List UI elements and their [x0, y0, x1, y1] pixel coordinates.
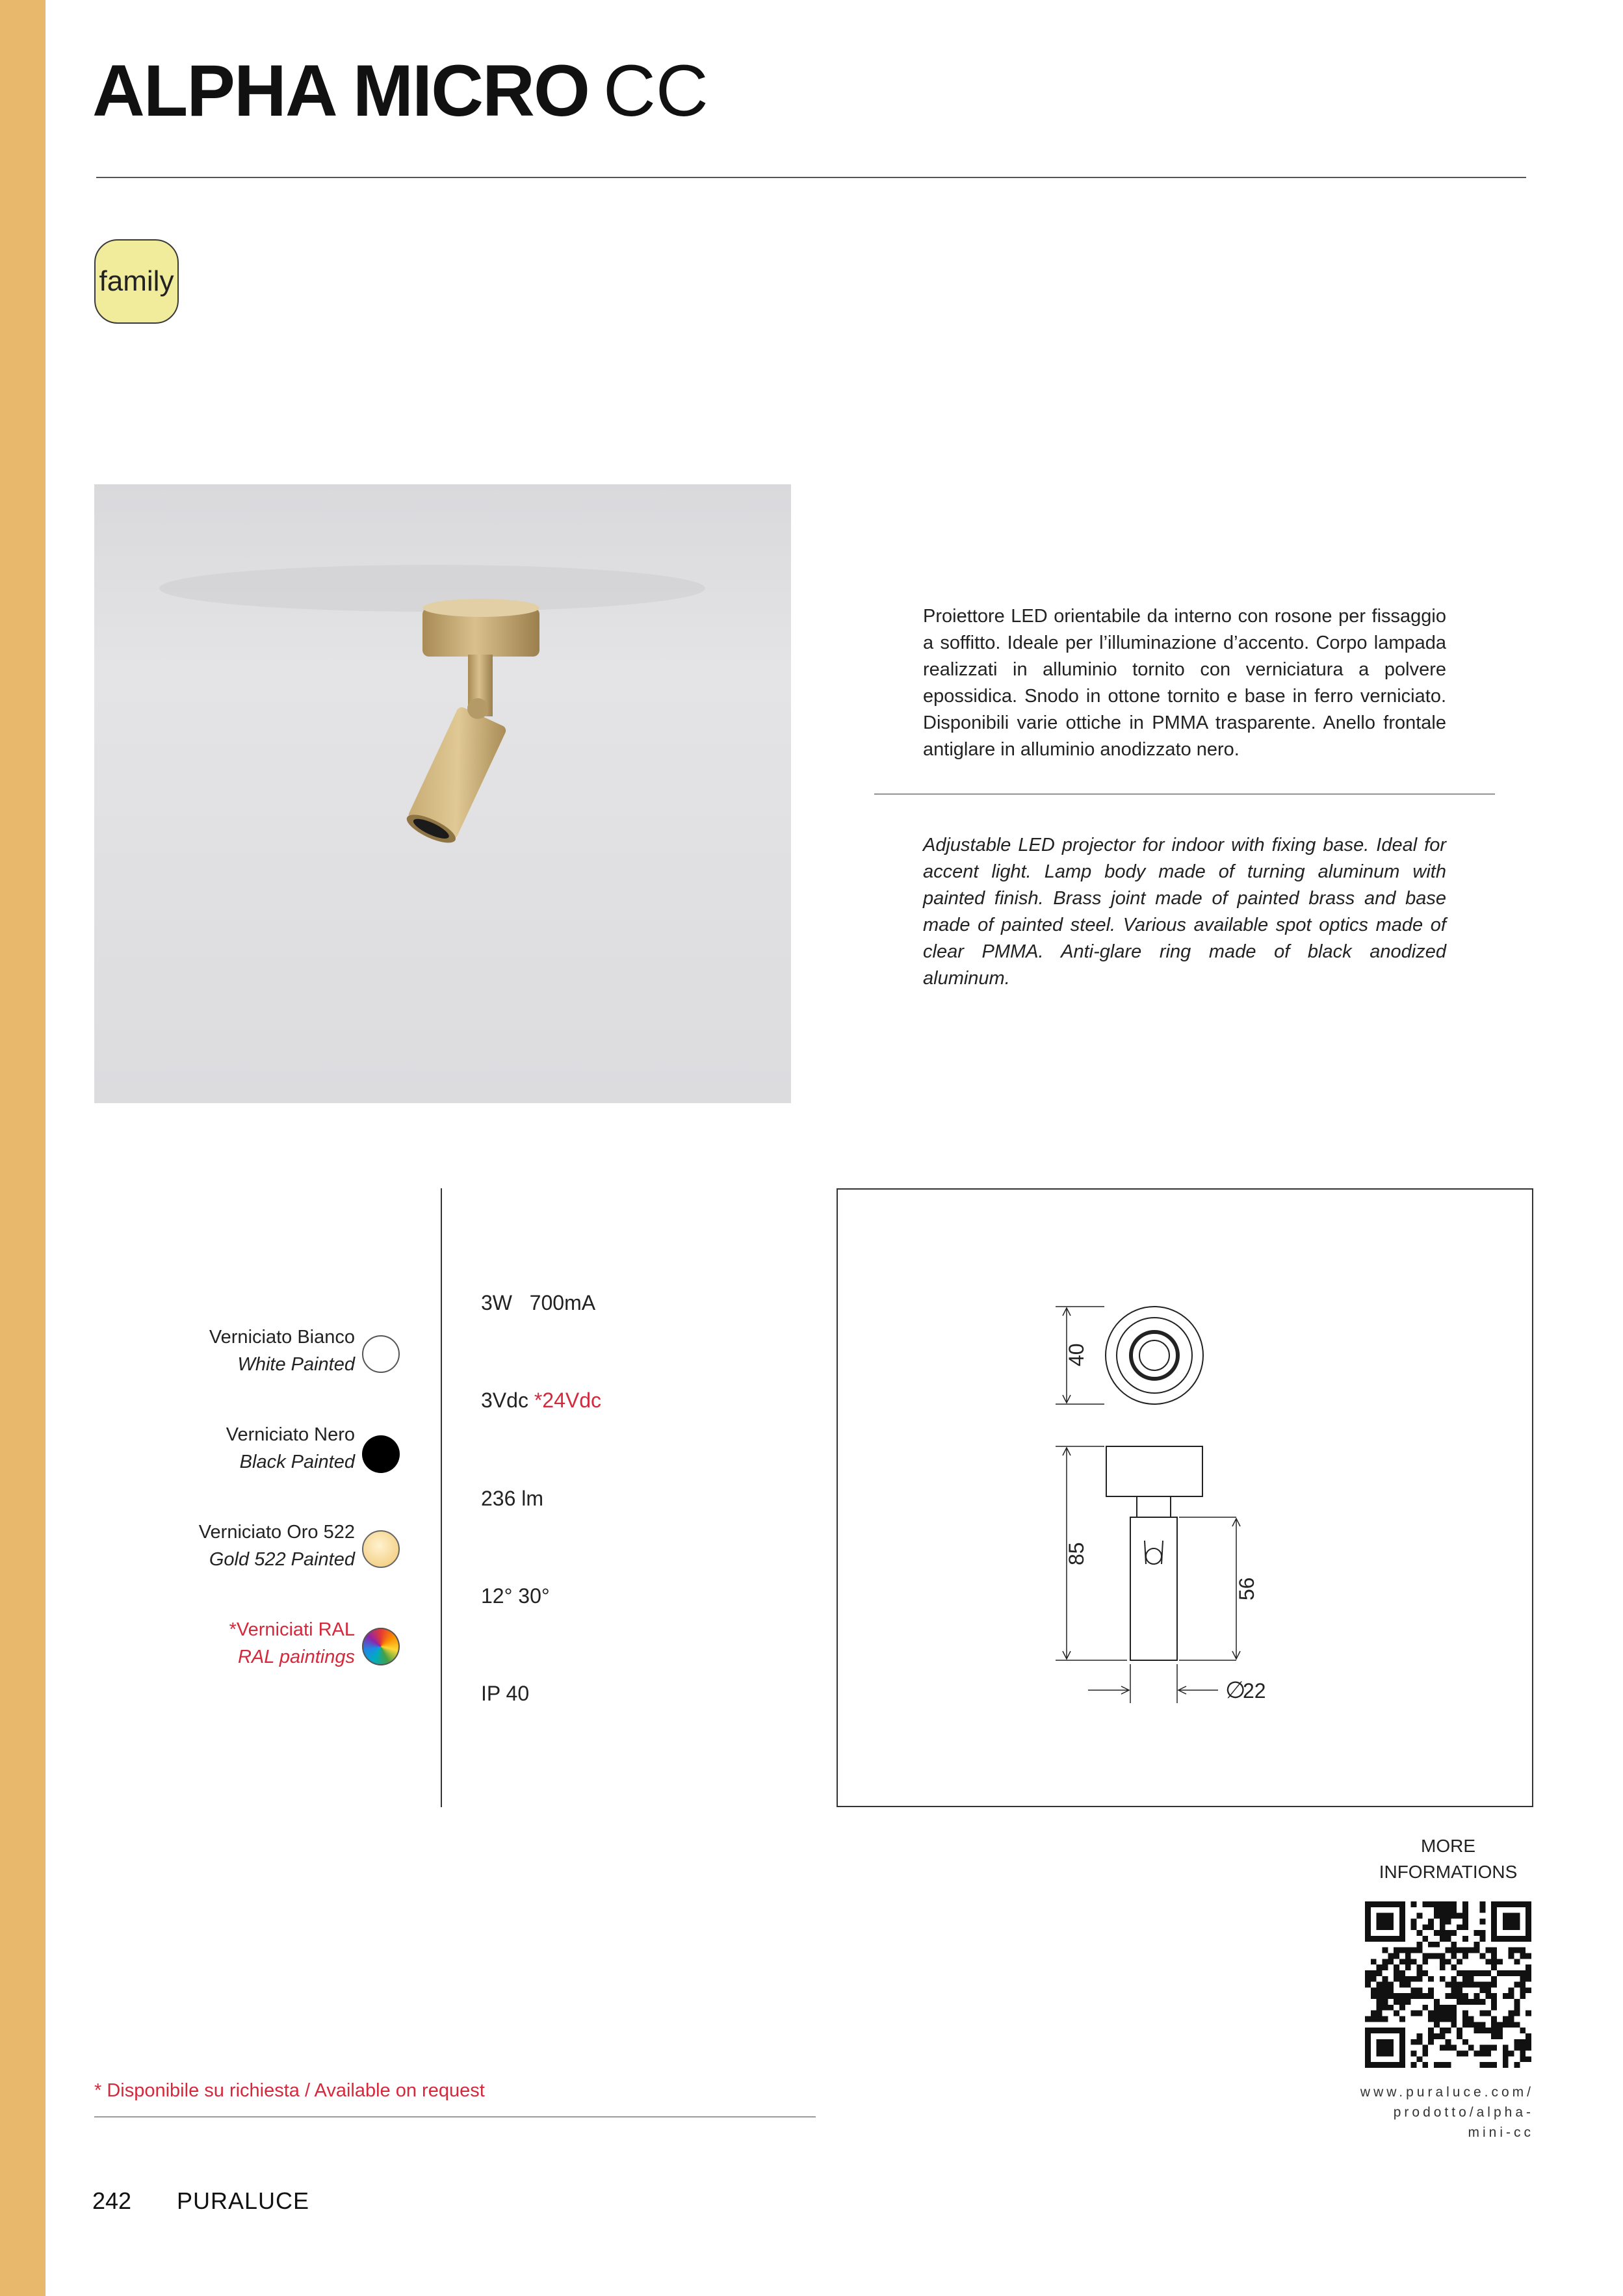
ral-color-wheel-icon: [362, 1628, 400, 1665]
finish-black-label: [226, 1421, 355, 1476]
finish-gold-it: Verniciato Oro 522: [198, 1522, 355, 1543]
finish-black-en: Black Painted: [239, 1452, 355, 1472]
spec-lumen: 236 lm: [481, 1487, 544, 1510]
brand-name: PURALUCE: [177, 2187, 310, 2214]
specs-divider: [441, 1188, 442, 1807]
product-url-line2: prodotto/alpha-mini-cc: [1393, 2105, 1534, 2140]
side-view-dimensions: [1056, 1446, 1240, 1703]
top-view: [1106, 1307, 1203, 1404]
availability-footnote: * Disponibile su richiesta / Available on request: [94, 2080, 485, 2101]
black-swatch-icon: [362, 1435, 400, 1473]
product-url[interactable]: [1352, 2082, 1534, 2143]
page-number: 242: [92, 2187, 132, 2214]
spec-voltage: [481, 1387, 601, 1413]
description-italian: Proiettore LED orientabile da interno con rosone per fissaggio a soffitto. Ideale per l’illuminazione d’accento. Corpo lampada realizzati in alluminio tornito con verniciatura a polvere epossidica. Snodo in ottone tornito e base in ferro verniciato. Disponibili varie ottiche in PMMA trasparente. Anello frontale antiglare in alluminio anodizzato nero.: [923, 606, 1446, 760]
finish-ral-label: [229, 1616, 355, 1671]
finish-gold-label: [199, 1519, 355, 1573]
product-title-main: ALPHA MICRO: [92, 50, 590, 131]
white-swatch-icon: [362, 1335, 400, 1373]
spec-ip-rating: IP 40: [481, 1682, 530, 1705]
product-url-line1: www.puraluce.com/: [1360, 2085, 1534, 2100]
finish-ral-en: RAL paintings: [237, 1647, 355, 1667]
product-photo: [94, 484, 791, 1103]
side-accent-bar: [0, 0, 45, 2296]
finish-white-it: Verniciato Bianco: [209, 1327, 355, 1348]
dim-body-diameter: 22: [1243, 1679, 1266, 1702]
spec-power: 3W 700mA: [481, 1291, 596, 1314]
finish-black-it: Verniciato Nero: [226, 1424, 355, 1445]
finish-white-en: White Painted: [237, 1354, 355, 1375]
finish-white-label: [209, 1324, 355, 1378]
side-view: [1106, 1446, 1202, 1660]
product-title-suffix: CC: [603, 50, 708, 131]
title-divider: [96, 177, 1526, 178]
product-title: [92, 46, 708, 137]
gold-swatch-icon: [362, 1530, 400, 1568]
description-english: Adjustable LED projector for indoor with fixing base. Ideal for accent light. Lamp body made of turning aluminum with painted finish. Brass joint made of painted brass and base made of painted steel. Various available spot optics made of clear PMMA. Anti-glare ring made of black anodized aluminum.: [923, 835, 1446, 989]
spec-voltage-optional: *24Vdc: [534, 1389, 602, 1412]
finish-ral-it: *Verniciati RAL: [229, 1619, 355, 1640]
dim-top-diameter: 40: [1065, 1343, 1088, 1366]
more-info-line2: INFORMATIONS: [1379, 1862, 1518, 1882]
more-info-line1: MORE: [1421, 1836, 1475, 1856]
spec-beam-angle: 12° 30°: [481, 1584, 550, 1608]
finish-gold-en: Gold 522 Painted: [209, 1549, 355, 1570]
diameter-icon: ∅: [1225, 1676, 1246, 1703]
dim-body-height: 56: [1235, 1577, 1258, 1600]
spec-voltage-standard: 3Vdc: [481, 1389, 528, 1412]
qr-code-icon[interactable]: [1365, 1901, 1531, 2068]
dim-total-height: 85: [1065, 1542, 1088, 1565]
family-badge: [94, 239, 179, 324]
technical-drawing: [837, 1188, 1533, 1807]
family-badge-label: family: [99, 265, 174, 297]
more-info-label: [1344, 1833, 1552, 1885]
